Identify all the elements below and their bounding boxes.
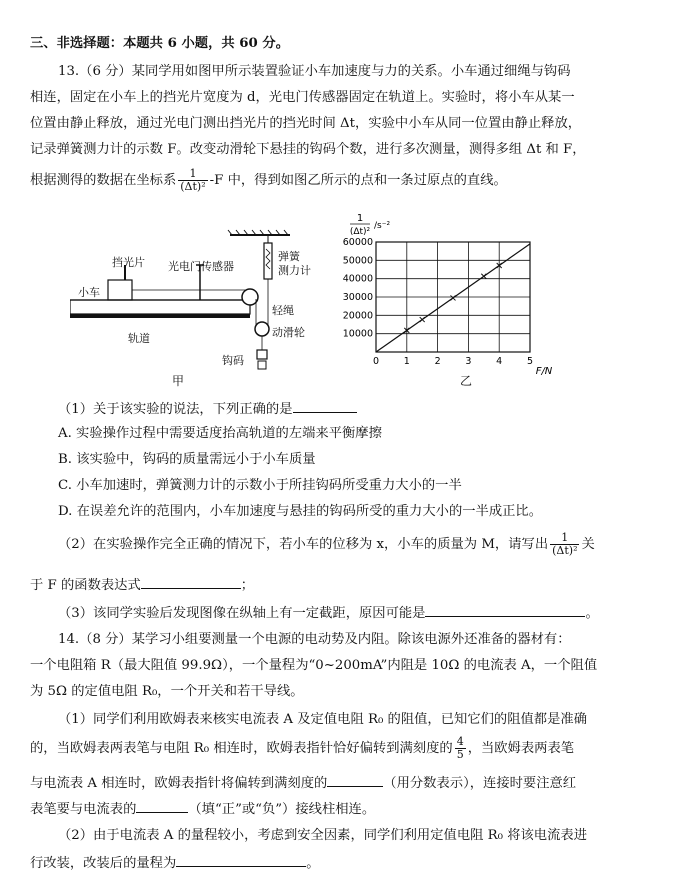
q13-sub3-text: （3）该同学实验后发现图像在纵轴上有一定截距，原因可能是 [58, 606, 426, 621]
q13-line-1: 13.（6 分）某同学用如图甲所示装置验证小车加速度与力的关系。小车通过细绳与钩码 [58, 64, 571, 79]
option-d: D. 在误差允许的范围内，小车加速度与悬挂的钩码所受的重力大小的一半成正比。 [58, 504, 543, 519]
q14-s2-line1: （2）由于电流表 A 的量程较小，考虑到安全因素，同学们利用定值电阻 R₀ 将该电流表进 [58, 828, 587, 843]
q13-line-5 [30, 168, 670, 194]
figure-yi-chart [330, 212, 560, 377]
q14-s1-fraction [455, 736, 466, 761]
x-axis-label: F/N [535, 366, 553, 377]
y-axis-label-den: (Δt)² [349, 227, 371, 237]
q14-s1-line3 [30, 772, 670, 794]
q14-s2-l2-pre: 行改装，改装后的量程为 [30, 856, 177, 871]
answer-blank-q14-2[interactable] [136, 798, 188, 813]
weight-icon [257, 350, 267, 359]
label-sensor: 光电门传感器 [168, 260, 234, 273]
q13-line5-fraction [178, 168, 207, 193]
y-tick-label: 50000 [342, 255, 373, 267]
y-tick-label: 40000 [342, 273, 373, 285]
data-point [451, 295, 456, 300]
caption-yi: 乙 [460, 374, 473, 388]
label-spring-1: 弹簧 [278, 250, 300, 263]
option-c: C. 小车加速时，弹簧测力计的示数小于所挂钩码所受重力大小的一半 [58, 478, 462, 493]
label-rope: 轻绳 [272, 304, 294, 317]
option-b: B. 该实验中，钩码的质量需远小于小车质量 [58, 452, 316, 467]
section-header: 三、非选择题：本题共 6 小题，共 60 分。 [30, 36, 290, 51]
spring-scale-icon [264, 243, 272, 279]
label-dangguangpian: 挡光片 [112, 256, 145, 269]
label-car: 小车 [78, 286, 100, 299]
movable-pulley-icon [255, 322, 269, 336]
x-tick-label: 4 [496, 356, 503, 367]
y-tick-label: 30000 [342, 292, 373, 303]
q14-s1-line4 [30, 798, 670, 820]
y-tick-label: 20000 [342, 310, 373, 322]
x-tick-label: 0 [372, 356, 380, 367]
x-tick-label: 3 [465, 356, 472, 367]
q13-sub2-line2-text: 于 F 的函数表达式 [30, 578, 141, 593]
answer-blank-q13-1[interactable] [293, 398, 357, 413]
q14-s2-line2 [30, 852, 670, 874]
y-tick-label: 60000 [342, 237, 373, 248]
q13-sub2-line2 [30, 574, 670, 596]
caption-jia: 甲 [172, 374, 185, 388]
data-point [420, 317, 425, 322]
q13-sub3 [58, 602, 670, 624]
x-tick-label: 1 [403, 356, 410, 367]
frac-den: (Δt)² [552, 544, 578, 557]
label-pulley: 动滑轮 [272, 326, 305, 339]
q13-line-2: 相连，固定在小车上的挡光片宽度为 d，光电门传感器固定在轨道上。实验时，将小车从某一 [30, 90, 575, 105]
q14-s1-line2 [30, 736, 670, 762]
q13-line-3: 位置由静止释放，通过光电门测出挡光片的挡光时间 Δt，实验中小车从同一位置由静止释放， [30, 116, 582, 131]
label-spring-2: 测力计 [278, 264, 311, 277]
car-shape [108, 280, 132, 300]
q13-line-5-post: -F 中，得到如图乙所示的点和一条过原点的直线。 [209, 173, 507, 188]
q13-sub2 [58, 532, 670, 558]
y-axis-label-unit: /s⁻² [374, 221, 391, 231]
label-weight: 钩码 [222, 354, 244, 367]
q14-line-3: 为 5Ω 的定值电阻 R₀，一个开关和若干导线。 [30, 684, 304, 699]
q14-s1-l2-pre: 的，当欧姆表两表笔与电阻 R₀ 相连时，欧姆表指针恰好偏转到满刻度的 [30, 741, 453, 756]
q14-line-2: 一个电阻箱 R（最大阻值 99.9Ω），一个量程为“0~200mA”内阻是 10Ω 的电流表 A，一个阻值 [30, 658, 598, 673]
q13-line-4: 记录弹簧测力计的示数 F。改变动滑轮下悬挂的钩码个数，进行多次测量，测得多组 Δt 和 F， [30, 142, 586, 157]
answer-blank-q13-2[interactable] [141, 574, 241, 589]
q14-s1-l3-post: （用分数表示），连接时要注意红 [383, 776, 577, 791]
y-axis-label-num: 1 [356, 213, 364, 224]
q13-sub2-end: ； [240, 578, 255, 593]
frac-den: 5 [456, 748, 464, 761]
q13-sub3-end: 。 [585, 606, 599, 621]
answer-blank-q14-3[interactable] [176, 852, 306, 867]
q14-s1-l3-pre: 与电流表 A 相连时，欧姆表指针将偏转到满刻度的 [30, 776, 328, 791]
q14-line-4: （1）同学们利用欧姆表来核实电流表 A 及定值电阻 R₀ 的阻值，已知它们的阻值都是准确 [58, 712, 587, 727]
q14-s1-l2-post: ，当欧姆表两表笔 [467, 741, 575, 756]
frac-num: 1 [550, 532, 579, 545]
q14-line-1: 14.（8 分）某学习小组要测量一个电源的电动势及内阻。除该电源外还准备的器材有： [58, 632, 571, 647]
frac-num: 4 [456, 735, 464, 748]
y-tick-label: 10000 [342, 328, 373, 340]
frac-num: 1 [178, 168, 207, 181]
x-tick-label: 2 [434, 356, 441, 367]
option-a: A. 实验操作过程中需要适度抬高轨道的左端来平衡摩擦 [58, 426, 382, 441]
q13-sub1-text: （1）关于该实验的说法，下列正确的是 [58, 402, 293, 417]
q14-s1-l4-post: （填“正”或“负”）接线柱相连。 [188, 802, 376, 817]
frac-den: (Δt)² [180, 180, 206, 193]
answer-blank-q14-1[interactable] [327, 772, 383, 787]
q13-sub2-post: 关 [581, 537, 595, 552]
label-track: 轨道 [128, 332, 150, 345]
data-point [481, 274, 486, 279]
x-tick-label: 5 [526, 356, 534, 367]
q14-s2-l2-end: 。 [306, 856, 320, 871]
q14-s1-l4-pre: 表笔要与电流表的 [30, 802, 137, 817]
q13-sub2-fraction [550, 532, 579, 557]
q13-sub1 [58, 398, 670, 420]
q13-line-5-pre: 根据测得的数据在坐标系 [30, 173, 177, 188]
q13-sub2-pre: （2）在实验操作完全正确的情况下，若小车的位移为 x，小车的质量为 M，请写出 [58, 537, 549, 552]
answer-blank-q13-3[interactable] [425, 602, 585, 617]
